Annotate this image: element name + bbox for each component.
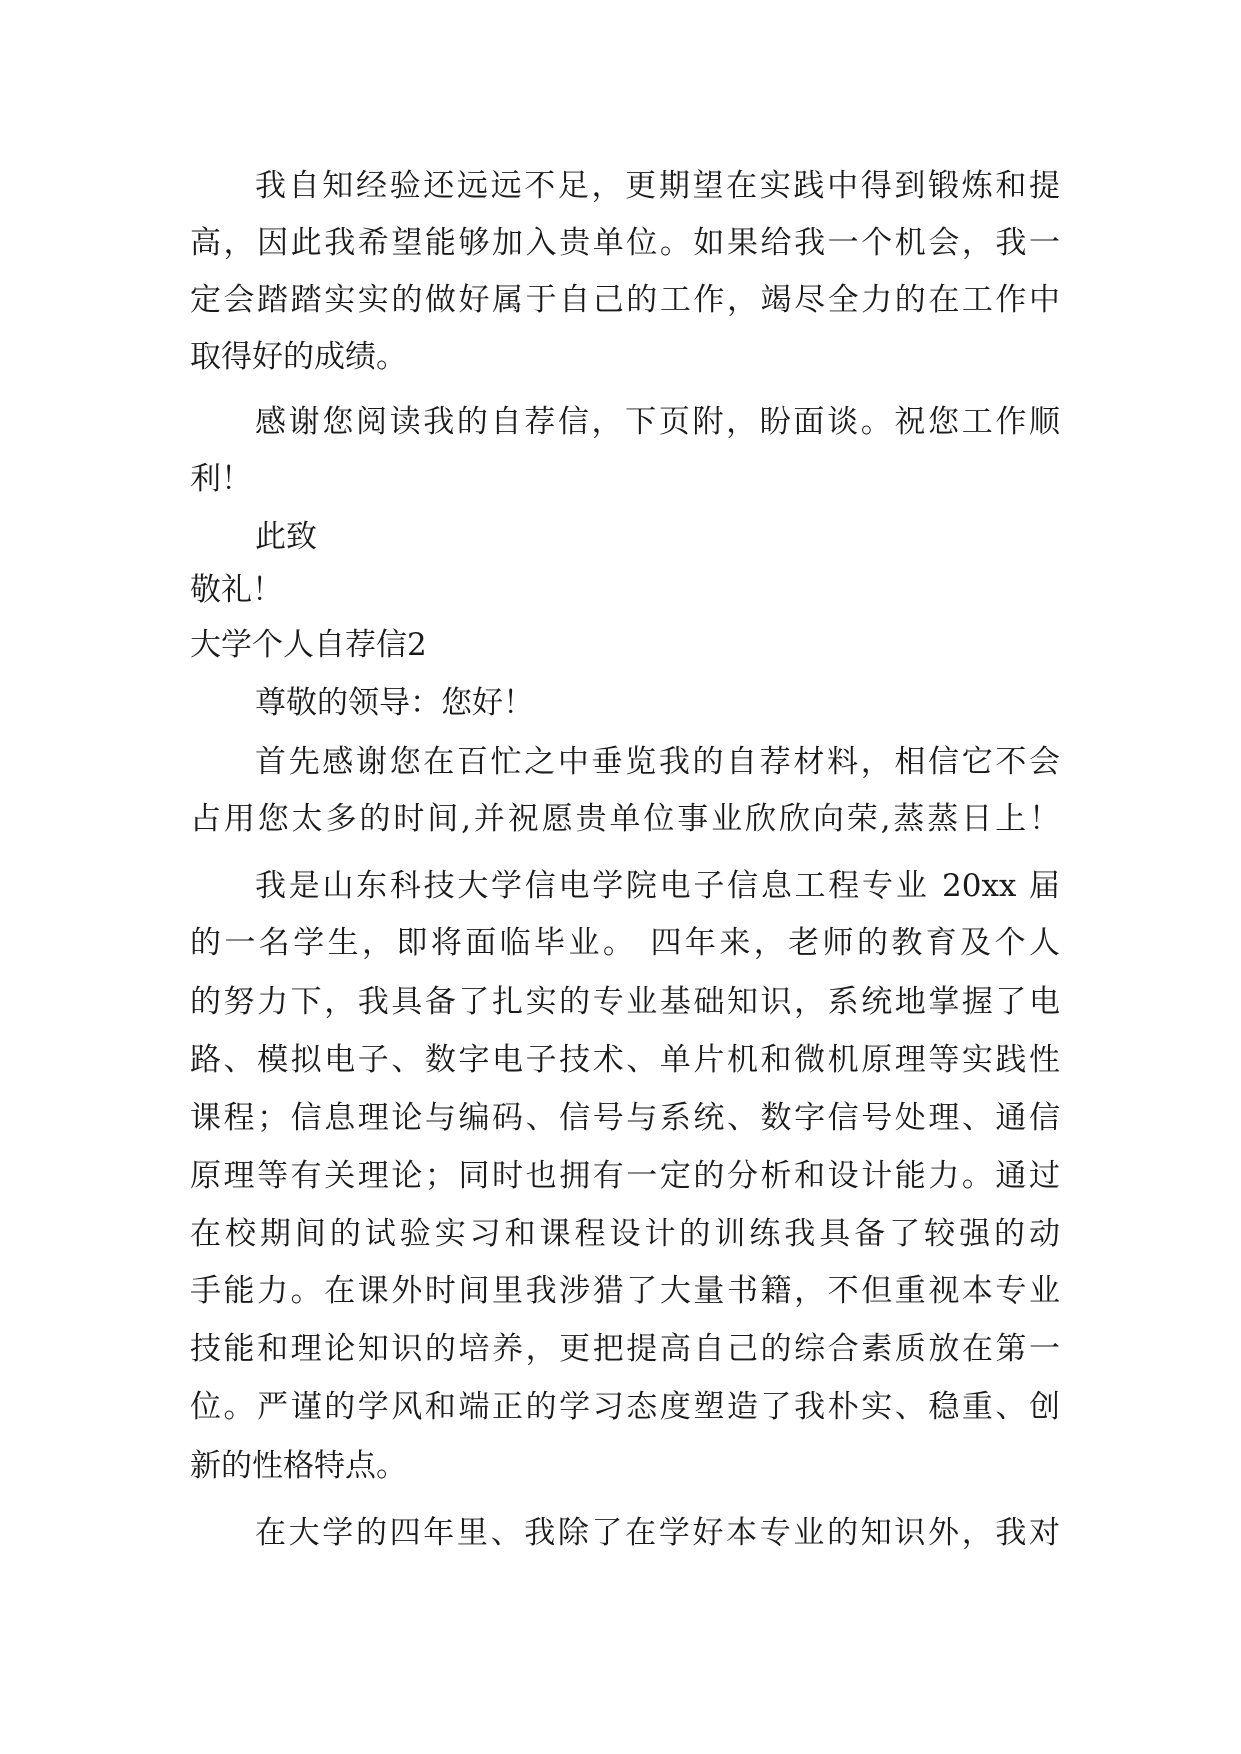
text-line: 位。严谨的学风和端正的学习态度塑造了我朴实、稳重、创 (190, 1389, 1060, 1425)
text-line: 在校期间的试验实习和课程设计的训练我具备了较强的动 (190, 1216, 1060, 1252)
text-line: 取得好的成绩。 (190, 339, 407, 375)
text-line: 我是山东科技大学信电学院电子信息工程专业 20xx 届 (255, 868, 1060, 904)
text-line: 感谢您阅读我的自荐信，下页附，盼面谈。祝您工作顺 (255, 404, 1060, 440)
text-line: 新的性格特点。 (190, 1448, 407, 1484)
text-line: 高，因此我希望能够加入贵单位。如果给我一个机会，我一 (190, 225, 1060, 261)
text-line: 路、模拟电子、数字电子技术、单片机和微机原理等实践性 (190, 1042, 1060, 1078)
text-line: 的努力下，我具备了扎实的专业基础知识，系统地掌握了电 (190, 984, 1060, 1020)
text-line: 课程；信息理论与编码、信号与系统、数字信号处理、通信 (190, 1100, 1060, 1136)
text-line: 首先感谢您在百忙之中垂览我的自荐材料，相信它不会 (255, 744, 1060, 780)
text-line: 在大学的四年里、我除了在学好本专业的知识外，我对 (255, 1515, 1060, 1551)
text-line: 我自知经验还远远不足，更期望在实践中得到锻炼和提 (255, 168, 1060, 204)
text-line: 利！ (190, 461, 252, 497)
text-line: 定会踏踏实实的做好属于自己的工作，竭尽全力的在工作中 (190, 282, 1060, 318)
text-line: 技能和理论知识的培养，更把提高自己的综合素质放在第一 (190, 1331, 1060, 1367)
greeting-line: 尊敬的领导：您好！ (255, 685, 534, 721)
text-line: 的一名学生，即将面临毕业。 四年来，老师的教育及个人 (190, 925, 1060, 961)
closing-salutation: 此致 (255, 519, 317, 555)
text-line: 手能力。在课外时间里我涉猎了大量书籍，不但重视本专业 (190, 1273, 1060, 1309)
closing-regards: 敬礼！ (190, 572, 283, 608)
text-line: 原理等有关理论；同时也拥有一定的分析和设计能力。通过 (190, 1158, 1060, 1194)
text-line: 占用您太多的时间,并祝愿贵单位事业欣欣向荣,蒸蒸日上！ (190, 801, 1060, 837)
section-title: 大学个人自荐信2 (190, 627, 427, 663)
